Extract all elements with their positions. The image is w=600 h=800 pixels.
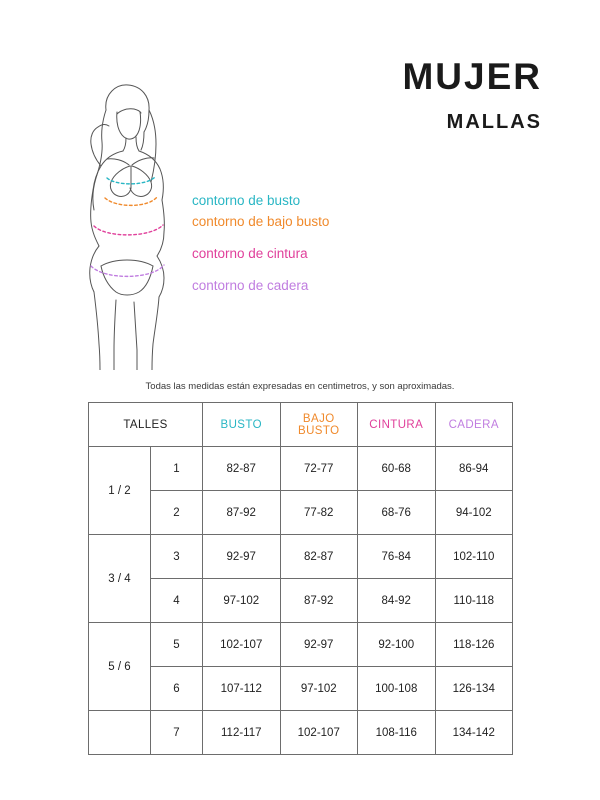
measurement-legend [192, 190, 329, 296]
cintura-cell: 108-116 [358, 711, 436, 755]
bajo-busto-cell: 87-92 [280, 579, 358, 623]
bajo-busto-cell: 92-97 [280, 623, 358, 667]
busto-cell: 92-97 [203, 535, 281, 579]
table-row [89, 535, 513, 579]
header-busto: BUSTO [203, 403, 281, 447]
cintura-cell: 84-92 [358, 579, 436, 623]
header-talles: TALLES [89, 403, 203, 447]
bajo-busto-cell: 82-87 [280, 535, 358, 579]
size-cell: 1 [151, 447, 203, 491]
header-bajo-busto: BAJO BUSTO [280, 403, 358, 447]
page-title: MUJER [402, 56, 542, 97]
cintura-cell: 76-84 [358, 535, 436, 579]
table-row [89, 447, 513, 491]
body-figure-illustration [44, 70, 204, 370]
cintura-cell: 60-68 [358, 447, 436, 491]
busto-cell: 82-87 [203, 447, 281, 491]
group-cell-1-2: 1 / 2 [89, 447, 151, 535]
size-cell: 2 [151, 491, 203, 535]
group-cell-3-4: 3 / 4 [89, 535, 151, 623]
legend-label-cadera: contorno de cadera [192, 278, 309, 293]
cintura-line [94, 225, 163, 235]
legend-label-bajo-busto: contorno de bajo busto [192, 214, 330, 229]
bajo-busto-cell: 102-107 [280, 711, 358, 755]
measurements-note: Todas las medidas están expresadas en centimetros, y son aproximadas. [145, 381, 455, 392]
legend-label-cintura: contorno de cintura [192, 246, 308, 261]
header-cintura: CINTURA [358, 403, 436, 447]
size-cell: 7 [151, 711, 203, 755]
size-cell: 4 [151, 579, 203, 623]
legend-item-cadera [192, 275, 329, 296]
busto-cell: 112-117 [203, 711, 281, 755]
cadera-cell: 118-126 [435, 623, 513, 667]
bajo-busto-cell: 72-77 [280, 447, 358, 491]
table-header-row [89, 403, 513, 447]
cadera-cell: 86-94 [435, 447, 513, 491]
table-row [89, 579, 513, 623]
size-table [88, 402, 513, 755]
size-table-wrap [88, 402, 512, 755]
header-title-block [402, 58, 542, 134]
cadera-cell: 126-134 [435, 667, 513, 711]
cadera-cell: 94-102 [435, 491, 513, 535]
header-cadera: CADERA [435, 403, 513, 447]
bajo-busto-cell: 77-82 [280, 491, 358, 535]
page-subtitle: MALLAS [446, 111, 542, 133]
size-cell: 5 [151, 623, 203, 667]
legend-item-bajo-busto [192, 211, 329, 232]
size-cell: 3 [151, 535, 203, 579]
legend-label-busto: contorno de busto [192, 193, 301, 208]
table-row [89, 667, 513, 711]
cintura-cell: 92-100 [358, 623, 436, 667]
group-cell-5-6: 5 / 6 [89, 623, 151, 711]
busto-cell: 97-102 [203, 579, 281, 623]
table-row [89, 711, 513, 755]
bajo-busto-cell: 97-102 [280, 667, 358, 711]
cintura-cell: 68-76 [358, 491, 436, 535]
busto-cell: 87-92 [203, 491, 281, 535]
cadera-cell: 134-142 [435, 711, 513, 755]
busto-cell: 107-112 [203, 667, 281, 711]
size-cell: 6 [151, 667, 203, 711]
table-row [89, 491, 513, 535]
busto-cell: 102-107 [203, 623, 281, 667]
cadera-cell: 110-118 [435, 579, 513, 623]
bajo-busto-line [105, 197, 157, 205]
cadera-cell: 102-110 [435, 535, 513, 579]
table-row [89, 623, 513, 667]
legend-item-busto [192, 190, 329, 211]
group-cell-empty [89, 711, 151, 755]
legend-item-cintura [192, 243, 329, 264]
cintura-cell: 100-108 [358, 667, 436, 711]
